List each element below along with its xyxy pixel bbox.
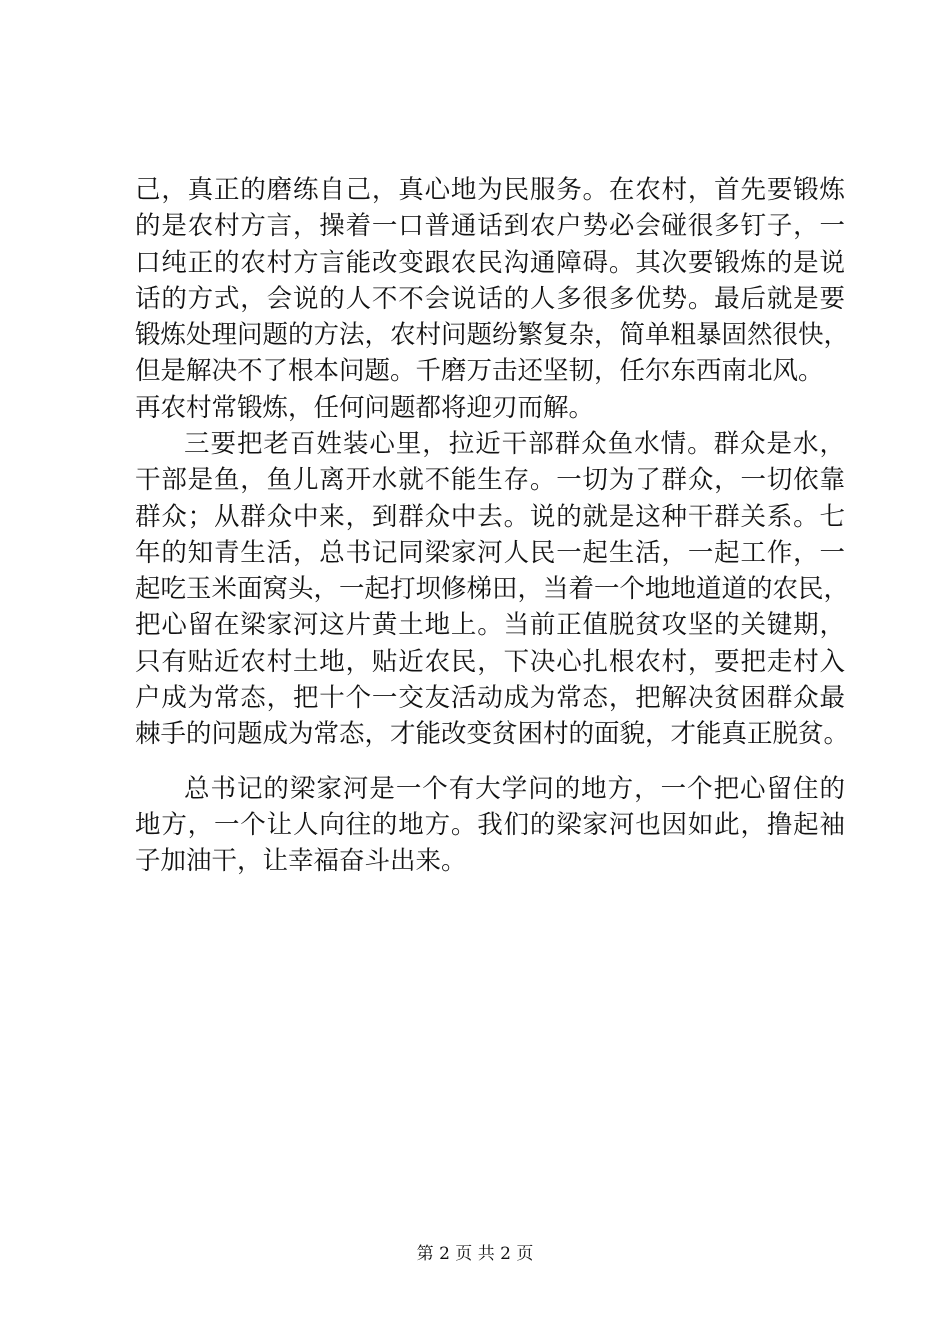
paragraph-2-line: 年的知青生活，总书记同梁家河人民一起生活，一起工作，一 bbox=[135, 538, 845, 568]
paragraph-1-line: 但是解决不了根本问题。千磨万击还坚韧，任尔东西南北风。 bbox=[135, 356, 824, 386]
paragraph-1-line: 的是农村方言，操着一口普通话到农户势必会碰很多钉子，一 bbox=[135, 211, 845, 241]
page-number-footer: 第 2 页 共 2 页 bbox=[416, 1244, 534, 1264]
paragraph-1-line: 锻炼处理问题的方法，农村问题纷繁复杂，简单粗暴固然很快， bbox=[135, 320, 850, 350]
paragraph-1-line: 己，真正的磨练自己，真心地为民服务。在农村，首先要锻炼 bbox=[135, 175, 845, 205]
paragraph-2-line: 只有贴近农村土地，贴近农民，下决心扎根农村，要把走村入 bbox=[135, 647, 845, 677]
paragraph-1-line: 话的方式，会说的人不不会说话的人多很多优势。最后就是要 bbox=[135, 284, 845, 314]
paragraph-3-line: 子加油干，让幸福奋斗出来。 bbox=[135, 846, 467, 876]
paragraph-1-line: 再农村常锻炼，任何问题都将迎刃而解。 bbox=[135, 393, 595, 423]
paragraph-2-line: 起吃玉米面窝头，一起打坝修梯田，当着一个地地道道的农民， bbox=[135, 574, 850, 604]
paragraph-1-line: 口纯正的农村方言能改变跟农民沟通障碍。其次要锻炼的是说 bbox=[135, 248, 845, 278]
paragraph-2-line: 把心留在梁家河这片黄土地上。当前正值脱贫攻坚的关键期， bbox=[135, 610, 845, 640]
paragraph-2-line: 棘手的问题成为常态，才能改变贫困村的面貌，才能真正脱贫。 bbox=[135, 719, 850, 749]
paragraph-2-line: 户成为常态，把十个一交友活动成为常态，把解决贫困群众最 bbox=[135, 683, 845, 713]
paragraph-2-line: 群众；从群众中来，到群众中去。说的就是这种干群关系。七 bbox=[135, 502, 845, 532]
paragraph-2-line: 三要把老百姓装心里，拉近干部群众鱼水情。群众是水， bbox=[184, 429, 845, 459]
paragraph-3-line: 地方，一个让人向往的地方。我们的梁家河也因如此，撸起袖 bbox=[135, 810, 845, 840]
paragraph-3-line: 总书记的梁家河是一个有大学问的地方，一个把心留住的 bbox=[184, 774, 845, 804]
paragraph-2-line: 干部是鱼，鱼儿离开水就不能生存。一切为了群众，一切依靠 bbox=[135, 465, 845, 495]
